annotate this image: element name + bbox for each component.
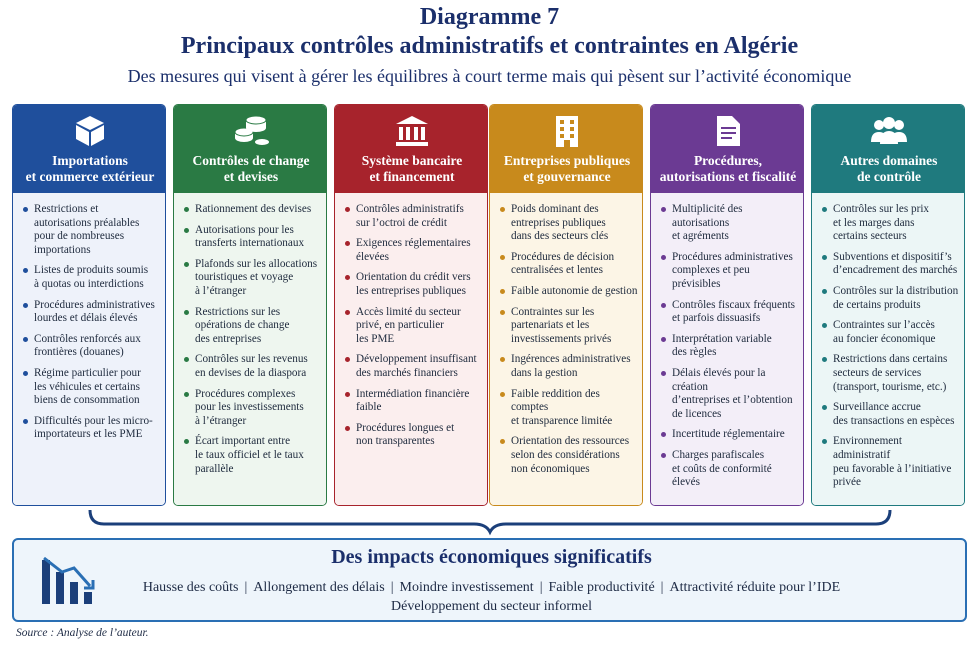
bullet-line: Contrôles administratifs: [356, 203, 464, 215]
bullet-line: Interprétation variable: [672, 332, 772, 345]
bullet-line: les PME: [356, 332, 395, 345]
bullet-line: élevées: [356, 250, 389, 263]
bullet-line: Restrictions sur les: [195, 305, 281, 318]
bullet-line: (transport, tourisme, etc.): [833, 380, 947, 393]
bullet-line: selon des considérations: [511, 448, 620, 461]
bullet-line: Faible autonomie de gestion: [511, 284, 638, 297]
page-title: Principaux contrôles administratifs et contraintes en Algérie: [180, 33, 799, 59]
bullet-line: les véhicules et certains: [34, 380, 140, 393]
bullet-line: Difficultés pour les micro-: [34, 414, 153, 427]
impact-item: Allongement des délais: [253, 580, 385, 595]
page-subtitle: Des mesures qui visent à gérer les équilibres à court terme mais qui pèsent sur l’activité économique: [127, 66, 852, 86]
bullet-line: dans des secteurs clés: [511, 230, 609, 243]
bullet-line: le taux officiel et le taux: [195, 448, 304, 461]
bullet-line: secteurs de services: [833, 366, 922, 379]
category-title-line: et financement: [369, 169, 455, 184]
bullet-line: et transparence limitée: [511, 414, 613, 427]
impact-item: Moindre investissement: [399, 580, 534, 595]
category-title-line: Système bancaire: [361, 153, 463, 168]
bullet-line: au foncier économique: [833, 332, 936, 345]
bullet-line: complexes et peu prévisibles: [672, 264, 750, 290]
bullet-line: parallèle: [195, 462, 234, 475]
bullet-line: Poids dominant des: [511, 203, 599, 215]
bullet-line: des règles: [672, 346, 717, 359]
source-note: Source : Analyse de l’auteur.: [16, 627, 149, 639]
bullet-line: importations: [34, 243, 91, 256]
category-title-line: et commerce extérieur: [25, 169, 155, 184]
category-title-line: Entreprises publiques: [503, 153, 631, 168]
category-title-line: Autres domaines: [840, 153, 938, 168]
bullet-line: Procédures administratives: [672, 250, 793, 263]
category-title-line: Contrôles de change: [192, 153, 310, 168]
bullet-line: Procédures administratives: [34, 298, 155, 311]
bullet-line: Subventions et dispositif’s: [833, 250, 952, 263]
bullet-line: Orientation du crédit vers: [356, 271, 471, 284]
bullet-line: Plafonds sur les allocations: [195, 257, 318, 270]
impact-title: Des impacts économiques significatifs: [331, 546, 652, 568]
separator: |: [390, 580, 394, 595]
bullet-line: Restrictions et: [34, 203, 99, 215]
bullet-line: en devises de la diaspora: [195, 366, 307, 379]
bullet-line: entreprises publiques: [511, 216, 606, 229]
separator: |: [660, 580, 664, 595]
bullet-line: de licences: [672, 407, 722, 420]
impact-items: [14, 580, 969, 596]
bullet-line: à quotas ou interdictions: [34, 277, 144, 290]
bullet-line: Délais élevés pour la création: [672, 366, 766, 393]
bullet-line: Développement insuffisant: [356, 353, 477, 366]
bullet-line: Surveillance accrue: [833, 401, 921, 414]
bullet-line: à l’étranger: [195, 284, 247, 297]
bullet-line: Contrôles sur les revenus: [195, 353, 308, 366]
bullet-line: Écart important entre: [195, 435, 291, 448]
bullet-line: Ingérences administratives: [511, 353, 631, 366]
bullet-line: Contrôles renforcés aux: [34, 332, 141, 345]
category-title-line: de contrôle: [856, 169, 922, 184]
bullet-line: transferts internationaux: [195, 237, 305, 250]
bullet-line: non économiques: [511, 462, 590, 475]
bullet-line: Procédures complexes: [195, 387, 296, 400]
bullet-line: Environnement administratif: [833, 435, 902, 461]
bullet-line: Contraintes sur les: [511, 305, 595, 318]
bullet-line: Procédures longues et: [356, 421, 455, 434]
bullet-line: privé, en particulier: [356, 319, 444, 332]
bullet-line: Contrôles fiscaux fréquents: [672, 298, 796, 311]
bullet-line: Restrictions dans certains: [833, 353, 948, 366]
bullet-line: Contraintes sur l’accès: [833, 319, 935, 332]
bullet-line: et agréments: [672, 230, 729, 243]
bullet-line: opérations de change: [195, 319, 290, 332]
bullet-line: peu favorable à l’initiative: [833, 462, 952, 475]
bullet-line: élevés: [672, 476, 700, 489]
bullet-line: pour de nombreuses: [34, 230, 125, 243]
bullet-line: Exigences réglementaires: [356, 237, 471, 250]
bullet-line: d’encadrement des marchés: [833, 264, 958, 277]
bullet-line: touristiques et voyage: [195, 271, 294, 284]
impact-item: Développement du secteur informel: [391, 599, 592, 614]
bullet-line: sur l’octroi de crédit: [356, 216, 448, 229]
bullet-line: des entreprises: [195, 332, 262, 345]
impact-box: [12, 538, 967, 622]
bullet-line: biens de consommation: [34, 394, 140, 407]
bullet-line: les entreprises publiques: [356, 284, 466, 297]
bullet-line: et coûts de conformité: [672, 462, 772, 475]
bullet-line: importateurs et les PME: [34, 428, 143, 441]
bullet-line: Contrôles sur la distribution: [833, 284, 959, 297]
diagram-label: Diagramme 7: [419, 4, 560, 30]
bullet-line: dans la gestion: [511, 366, 578, 379]
bullet-line: frontières (douanes): [34, 346, 124, 359]
bullet-line: investissements privés: [511, 332, 612, 345]
bullet-line: centralisées et lentes: [511, 264, 603, 277]
bullet-line: d’entreprises et l’obtention: [672, 394, 793, 407]
bullet-line: autorisations préalables: [34, 216, 140, 229]
category-title-line: et gouvernance: [523, 169, 611, 184]
bullet-line: des marchés financiers: [356, 366, 458, 379]
bullet-line: Multiplicité des autorisations: [672, 203, 743, 229]
bullet-line: certains secteurs: [833, 230, 907, 243]
bullet-line: Accès limité du secteur: [356, 305, 461, 318]
bullet-line: Orientation des ressources: [511, 435, 630, 448]
bullet-line: lourdes et délais élevés: [34, 312, 138, 325]
category-title-line: et devises: [223, 169, 279, 184]
bullet-line: pour les investissements: [195, 401, 304, 414]
category-title-line: autorisations et fiscalité: [659, 169, 797, 184]
impact-item: Faible productivité: [548, 580, 655, 595]
bullet-line: Autorisations pour les: [195, 223, 294, 236]
bullet-line: Charges parafiscales: [672, 448, 765, 461]
category-title-line: Procédures,: [693, 153, 763, 168]
bullet-line: Contrôles sur les prix: [833, 203, 930, 215]
bullet-line: partenariats et les: [511, 319, 590, 332]
separator: |: [539, 580, 543, 595]
bullet-line: non transparentes: [356, 435, 435, 448]
bullet-line: Régime particulier pour: [34, 366, 141, 379]
separator: |: [244, 580, 248, 595]
bullet-line: et les marges dans: [833, 216, 915, 229]
category-title-line: Importations: [52, 153, 128, 168]
bullet-line: faible: [356, 401, 382, 414]
bullet-line: Intermédiation financière: [356, 387, 470, 400]
bullet-line: des transactions en espèces: [833, 414, 955, 427]
bullet-line: et parfois dissuasifs: [672, 312, 761, 325]
bullet-line: à l’étranger: [195, 414, 247, 427]
bullet-line: Incertitude réglementaire: [672, 428, 785, 441]
bullet-line: de certains produits: [833, 298, 921, 311]
bullet-line: privée: [833, 476, 861, 489]
bullet-line: Listes de produits soumis: [34, 264, 149, 277]
bullet-line: Faible reddition des comptes: [511, 387, 600, 414]
bullet-line: Procédures de décision: [511, 250, 615, 263]
bullet-line: Rationnement des devises: [195, 203, 312, 215]
impact-item: Attractivité réduite pour l’IDE: [669, 580, 841, 595]
impact-item: Hausse des coûts: [142, 580, 239, 595]
